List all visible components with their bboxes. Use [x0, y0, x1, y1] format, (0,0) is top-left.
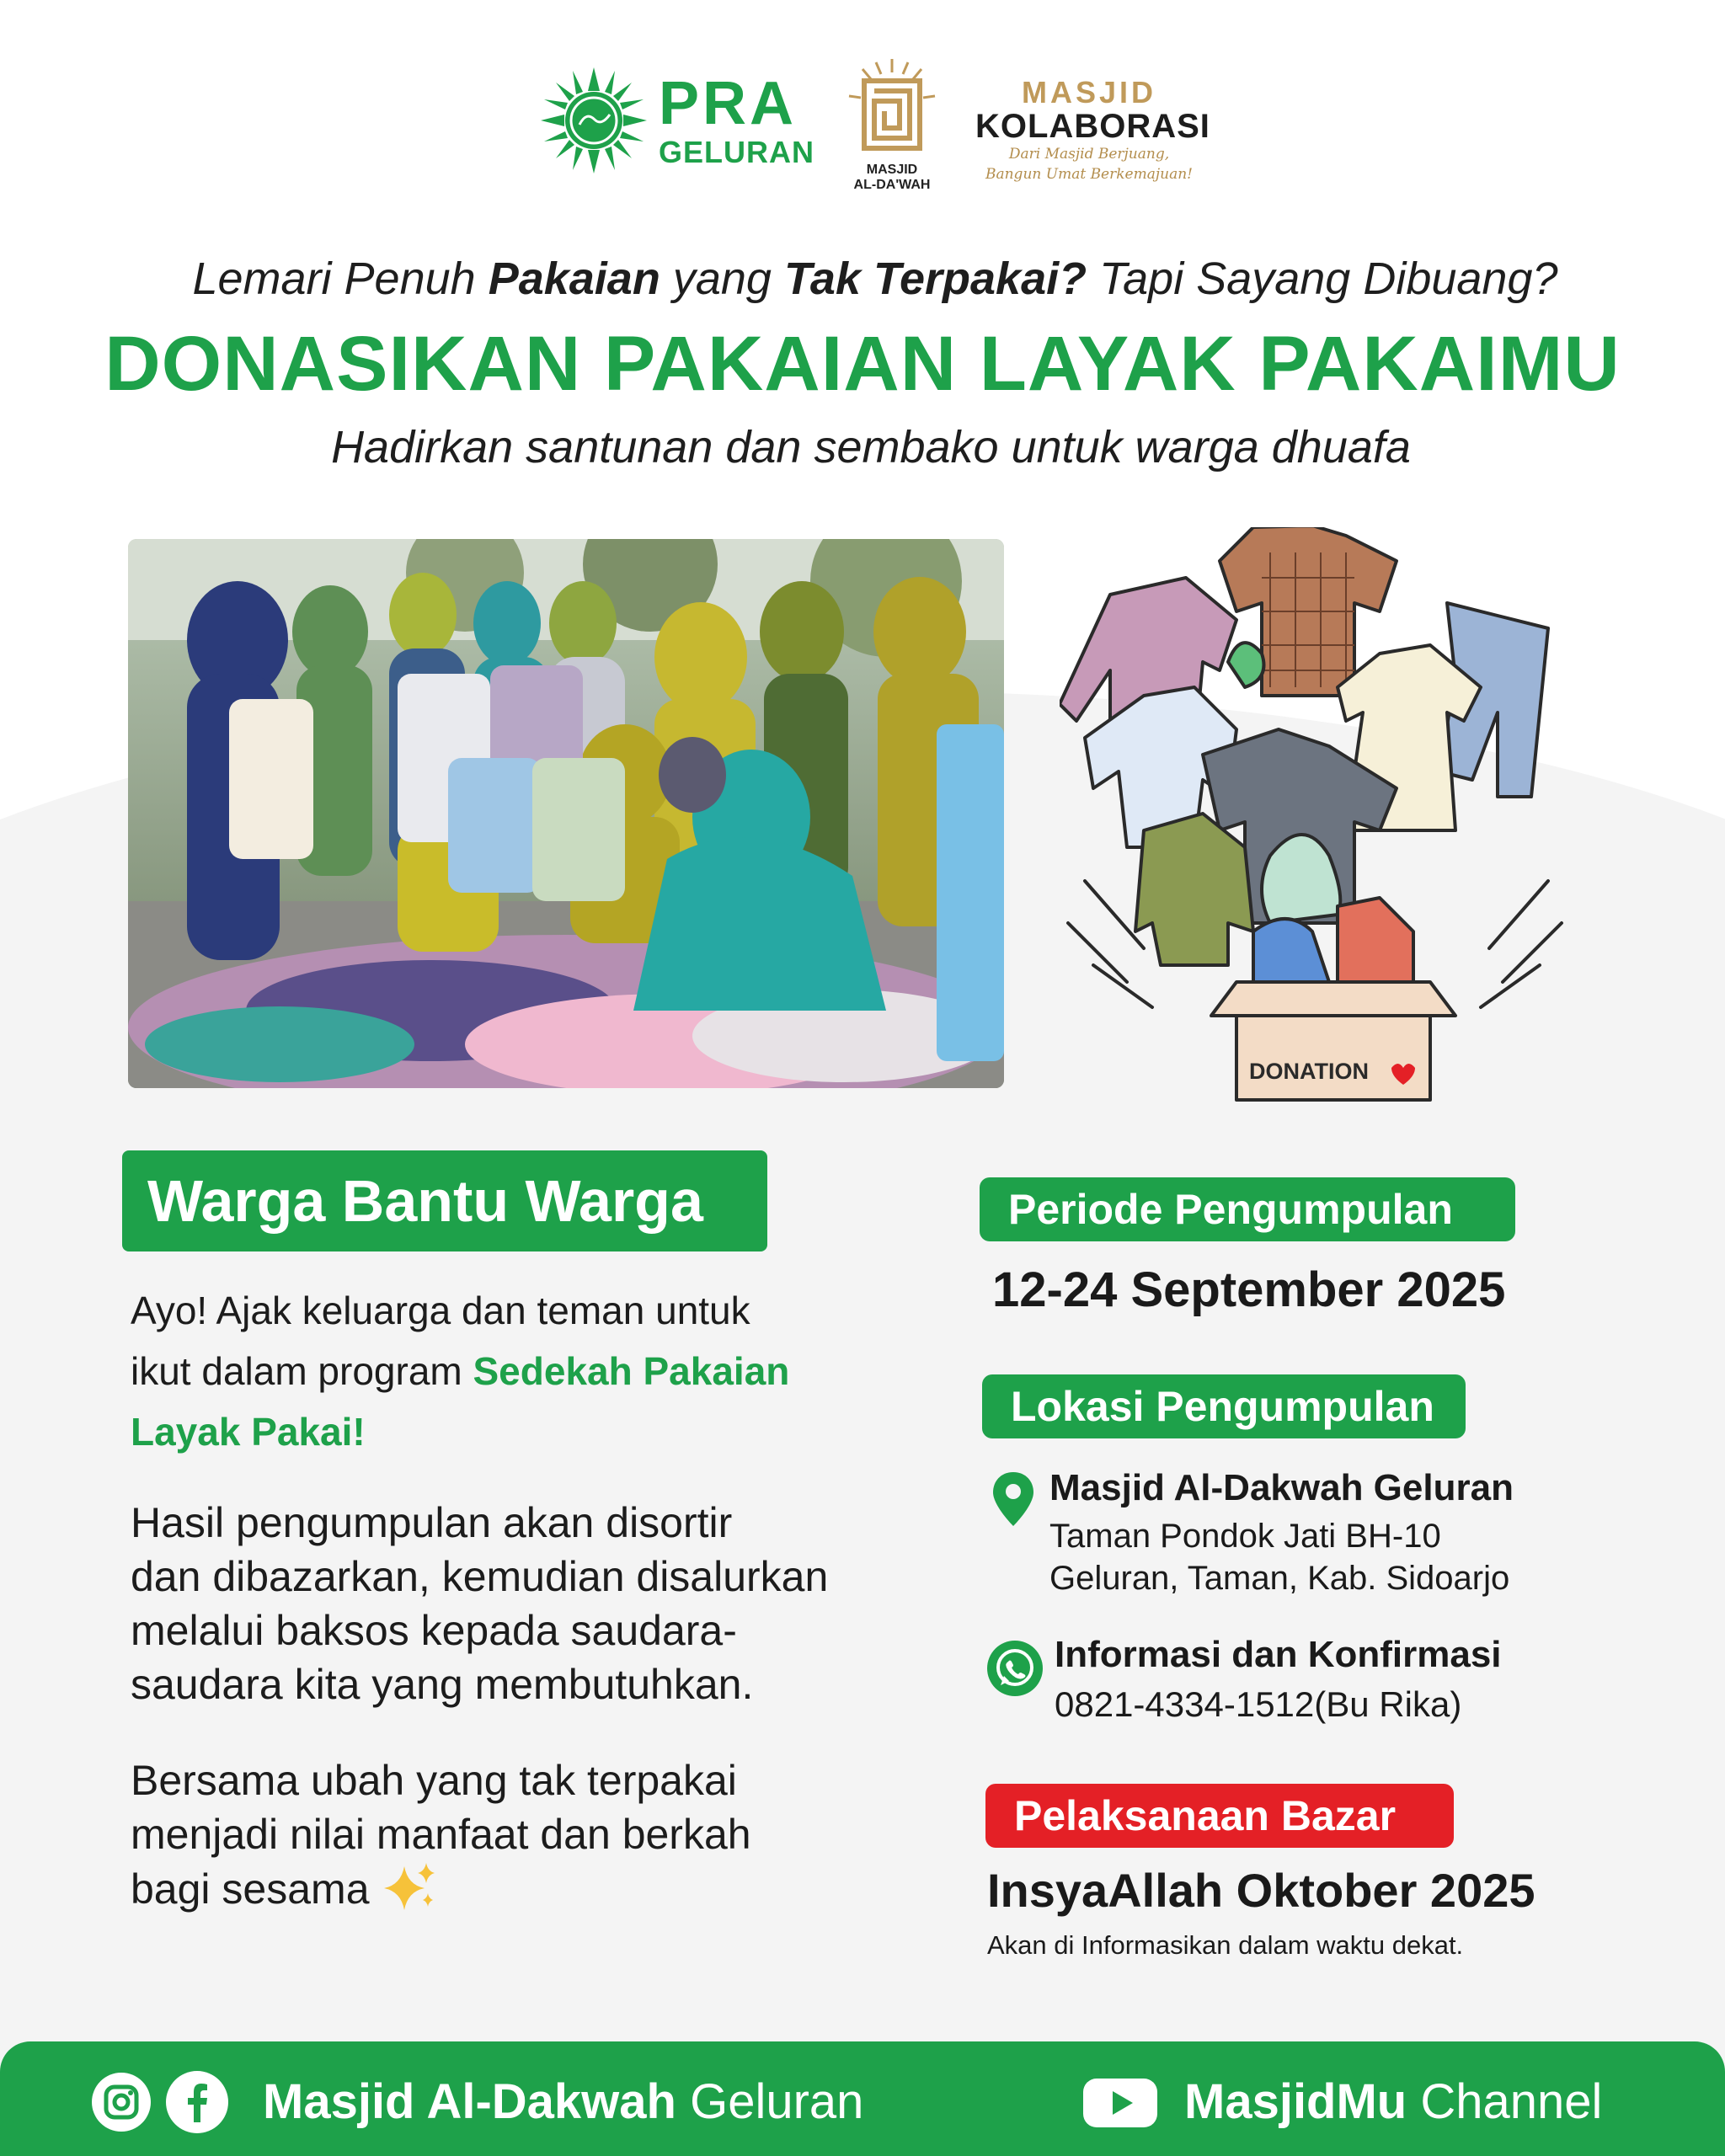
- sub-title: Hadirkan santunan dan sembako untuk warga dhuafa: [331, 422, 1411, 472]
- clothes-donation-illustration: [1060, 527, 1565, 1108]
- footer-masjid-name[interactable]: Masjid Al-Dakwah Geluran: [263, 2074, 864, 2129]
- bazar-note: Akan di Informasikan dalam waktu dekat.: [987, 1930, 1464, 1960]
- donation-box-label: DONATION: [1249, 1059, 1369, 1084]
- donation-activity-photo: [128, 539, 1004, 1088]
- location-pin-icon: [991, 1470, 1036, 1528]
- closing-paragraph: Bersama ubah yang tak terpakai menjadi nilai manfaat dan berkah bagi sesama: [131, 1757, 751, 1913]
- warga-bantu-warga-badge: Warga Bantu Warga: [122, 1150, 767, 1251]
- bazar-label: Pelaksanaan Bazar: [985, 1784, 1454, 1848]
- periode-date: 12-24 September 2025: [992, 1262, 1506, 1317]
- logo-kolab-tagline2: Bangun Umat Berkemajuan!: [985, 165, 1193, 183]
- facebook-icon[interactable]: [165, 2070, 229, 2134]
- logo-geluran-text: GELURAN: [659, 135, 814, 169]
- whatsapp-icon: [985, 1639, 1044, 1698]
- sparkles-icon: [381, 1861, 440, 1912]
- logo-aldawah-line1: MASJID: [866, 163, 918, 177]
- footer-channel-name[interactable]: MasjidMu Channel: [1184, 2074, 1603, 2129]
- logo-masjid-aldawah: [841, 57, 943, 192]
- logo-kolab-line2: KOLABORASI: [975, 108, 1210, 145]
- periode-label: Periode Pengumpulan: [980, 1177, 1515, 1241]
- main-title: DONASIKAN PAKAIAN LAYAK PAKAIMU: [104, 321, 1621, 407]
- lokasi-address-line1: Taman Pondok Jati BH-10: [1049, 1518, 1441, 1555]
- instagram-icon[interactable]: [91, 2072, 152, 2132]
- youtube-icon[interactable]: [1081, 2075, 1159, 2131]
- logo-kolab-line1: MASJID: [1021, 75, 1157, 109]
- info-phone: 0821-4334-1512(Bu Rika): [1055, 1684, 1462, 1724]
- bazar-date: InsyaAllah Oktober 2025: [987, 1864, 1535, 1917]
- logo-pra-text: PRA: [659, 70, 798, 137]
- logo-aldawah-line2: AL-DA'WAH: [853, 177, 931, 192]
- logo-kolab-tagline1: Dari Masjid Berjuang,: [1008, 146, 1170, 163]
- kufic-emblem-icon: [846, 57, 938, 158]
- info-label: Informasi dan Konfirmasi: [1055, 1634, 1502, 1675]
- lokasi-name: Masjid Al-Dakwah Geluran: [1049, 1467, 1514, 1508]
- logo-pra-geluran: [539, 66, 814, 175]
- top-question: Lemari Penuh Pakaian yang Tak Terpakai? Tapi Sayang Dibuang?: [192, 253, 1558, 304]
- invitation-paragraph: Ayo! Ajak keluarga dan teman untuk ikut dalam program Sedekah Pakaian Layak Pakai!: [131, 1289, 790, 1454]
- lokasi-label: Lokasi Pengumpulan: [982, 1374, 1466, 1438]
- program-name: Sedekah Pakaian: [473, 1349, 790, 1393]
- lokasi-address-line2: Geluran, Taman, Kab. Sidoarjo: [1049, 1560, 1510, 1597]
- logo-masjid-kolaborasi: [975, 75, 1210, 183]
- muhammadiyah-sun-icon: [539, 66, 649, 175]
- process-paragraph: Hasil pengumpulan akan disortir dan dibazarkan, kemudian disalurkan melalui baksos kepada saudara- saudara kita yang membutuhkan.: [131, 1499, 829, 1708]
